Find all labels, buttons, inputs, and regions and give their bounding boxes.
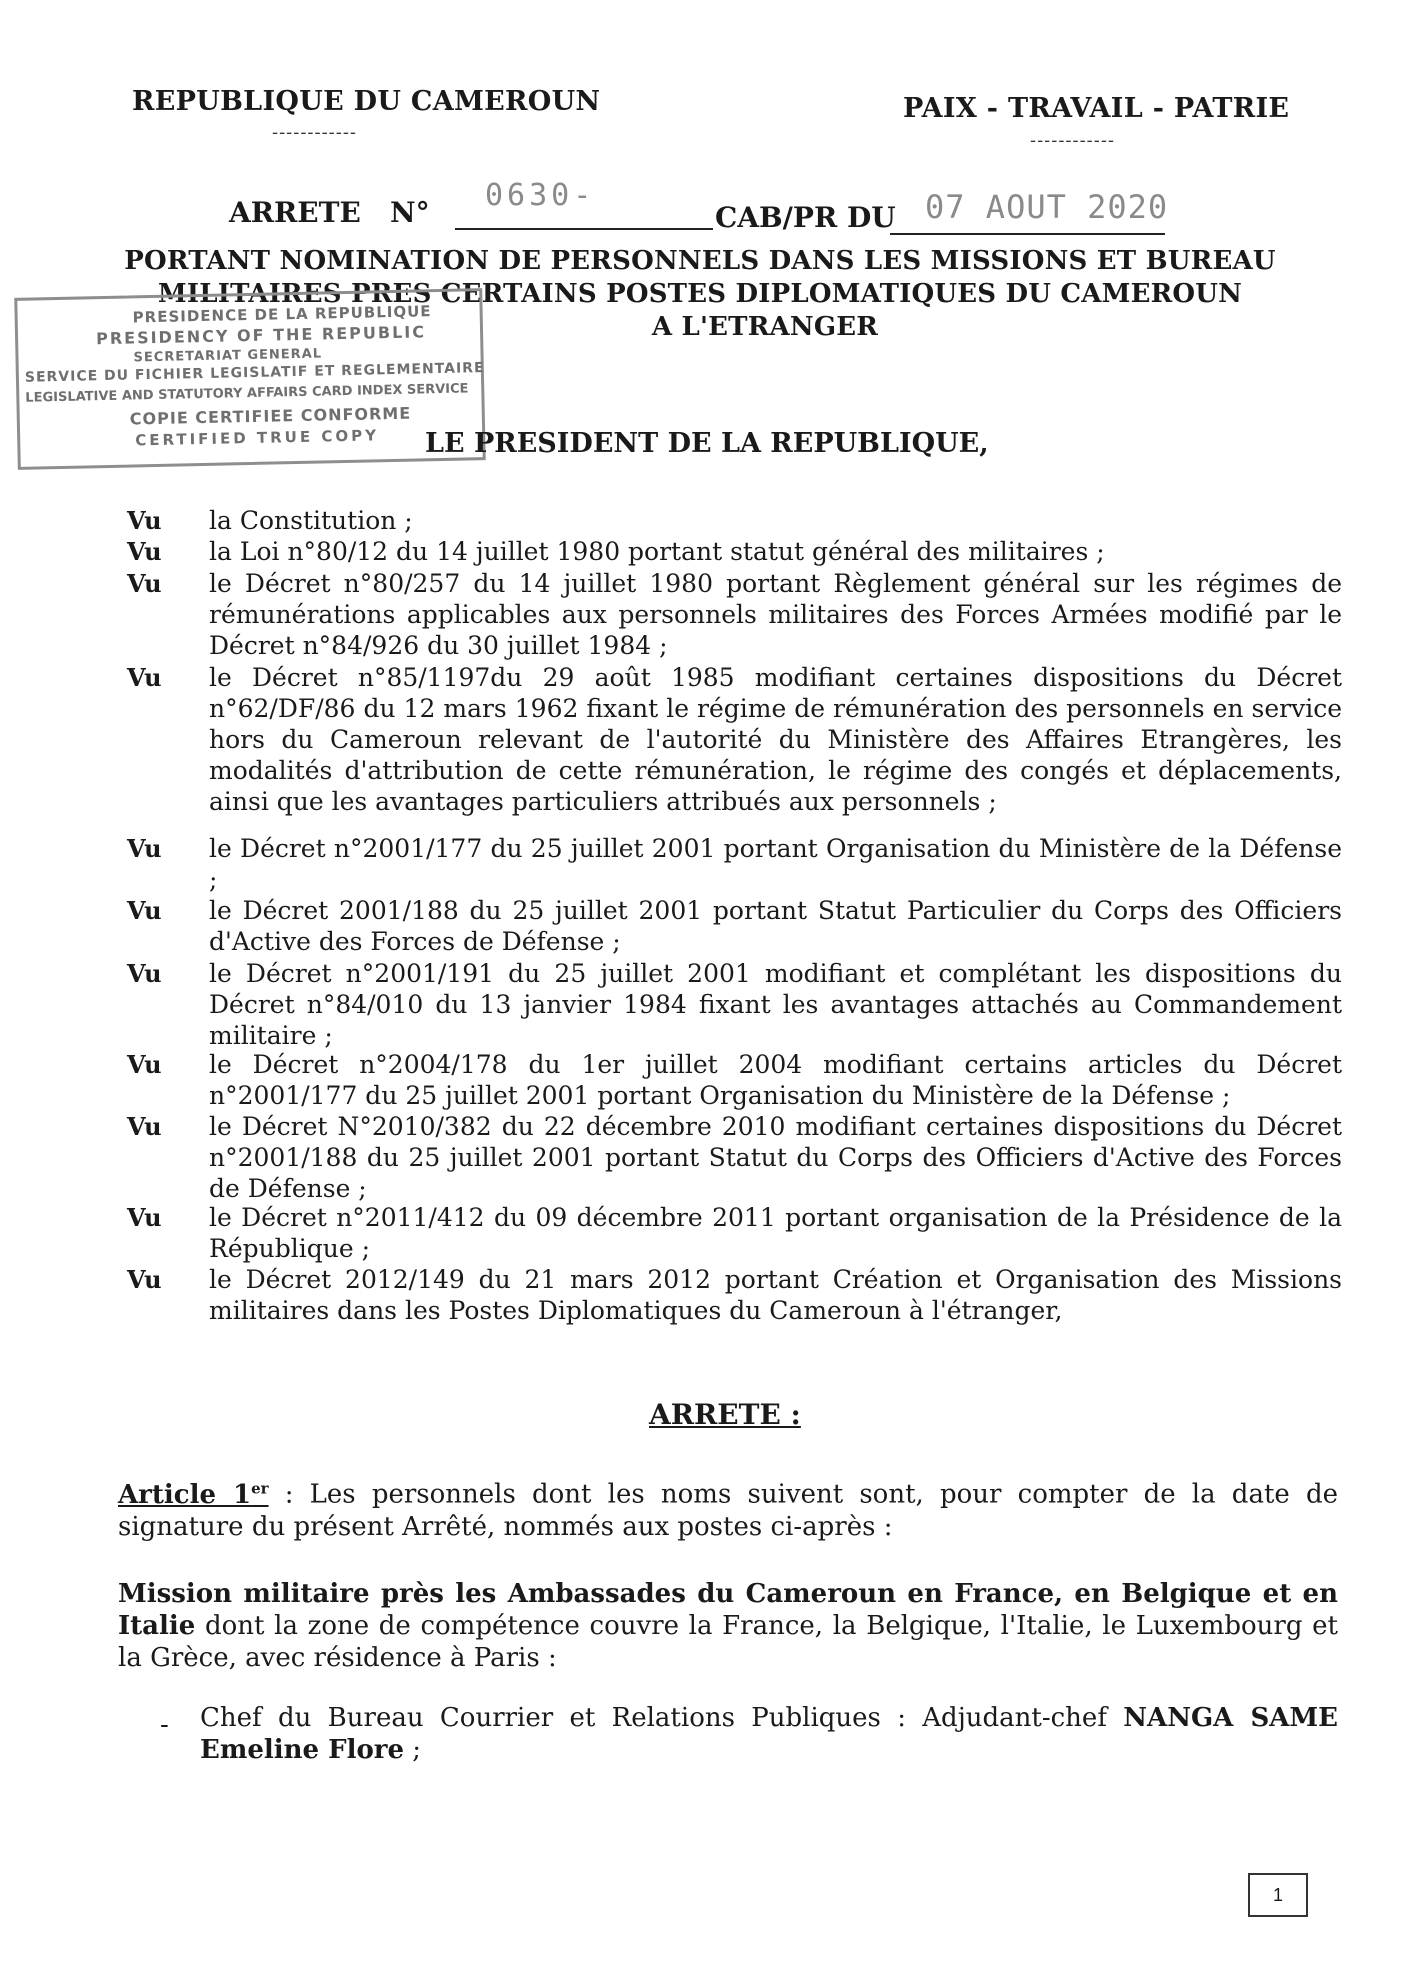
president-heading: LE PRESIDENT DE LA REPUBLIQUE, <box>425 428 989 459</box>
vu-label: Vu <box>127 569 162 598</box>
vu-text: le Décret 2012/149 du 21 mars 2012 portant Création et Organisation des Missions militaires dans les Postes Diplomatiques du Cameroun à l'étranger, <box>209 1265 1342 1325</box>
vu-label: Vu <box>127 506 162 535</box>
decree-number-prefix: N° <box>390 196 430 229</box>
stamp-line-2: PRESIDENCY OF THE REPUBLIC <box>95 322 427 349</box>
stamp-line-6: COPIE CERTIFIEE CONFORME <box>129 403 412 429</box>
decree-label <box>229 196 430 229</box>
vu-text: la Loi n°80/12 du 14 juillet 1980 portant statut général des militaires ; <box>209 537 1105 566</box>
decree-date-underline <box>890 233 1165 235</box>
vu-text: le Décret n°2004/178 du 1er juillet 2004 modifiant certains articles du Décret n°2001/177 du 25 juillet 2001 portant Organisation du Ministère de la Défense ; <box>209 1050 1342 1110</box>
vu-label: Vu <box>127 537 162 566</box>
article-1-sup: er <box>251 1479 269 1497</box>
decree-title-line-2: MILITAIRES PRES CERTAINS POSTES DIPLOMATIQUES DU CAMEROUN <box>157 279 1243 309</box>
vu-text: le Décret n°85/1197du 29 août 1985 modifiant certaines dispositions du Décret n°62/DF/86 du 12 mars 1962 fixant le régime de rémunération des personnels en service hors du Cameroun relevant de l'autorité du Ministère des Affaires Etrangères, les modalités d'attribution de cette rémunération, le régime des congés et déplacements, ainsi que les avantages particuliers attribués aux personnels ; <box>209 663 1342 816</box>
decree-arrete: ARRETE <box>229 196 361 229</box>
header-right: PAIX - TRAVAIL - PATRIE <box>903 93 1290 124</box>
appointment-text: Chef du Bureau Courrier et Relations Publiques : Adjudant-chef <box>200 1703 1124 1733</box>
mission-title: Mission militaire près les Ambassades du Cameroun en France, en Belgique et en Italie <box>118 1579 1338 1641</box>
vu-text: la Constitution ; <box>209 506 413 535</box>
appointment-end: ; <box>404 1735 422 1765</box>
header-left: REPUBLIQUE DU CAMEROUN <box>132 86 601 117</box>
header-left-separator: ------------ <box>272 122 357 143</box>
vu-label: Vu <box>127 1050 162 1079</box>
article-1-label-text: Article 1 <box>118 1479 252 1510</box>
certified-copy-stamp <box>14 288 485 470</box>
vu-text: le Décret N°2010/382 du 22 décembre 2010 modifiant certaines dispositions du Décret n°2001/188 du 25 juillet 2001 portant Statut du Corps des Officiers d'Active des Forces de Défense ; <box>209 1112 1342 1203</box>
vu-label: Vu <box>127 663 162 692</box>
vu-label: Vu <box>127 834 162 863</box>
mission-text: dont la zone de compétence couvre la France, la Belgique, l'Italie, le Luxembourg et la Grèce, avec résidence à Paris : <box>118 1611 1338 1673</box>
mission-paragraph <box>118 1578 1338 1674</box>
vu-label: Vu <box>127 896 162 925</box>
header-right-separator: ------------ <box>1030 130 1115 151</box>
stamp-line-4: SERVICE DU FICHIER LEGISLATIF ET REGLEMENTAIRE <box>24 360 485 386</box>
vu-label: Vu <box>127 1265 162 1294</box>
article-1-label <box>118 1480 269 1510</box>
vu-text: le Décret n°80/257 du 14 juillet 1980 portant Règlement général sur les régimes de rémunérations applicables aux personnels militaires des Forces Armées modifié par le Décret n°84/926 du 30 juillet 1984 ; <box>209 569 1342 660</box>
vu-text: le Décret n°2011/412 du 09 décembre 2011 portant organisation de la Présidence de la République ; <box>209 1203 1342 1263</box>
stamp-line-1: PRESIDENCE DE LA REPUBLIQUE <box>132 302 432 327</box>
article-1-text: : Les personnels dont les noms suivent sont, pour compter de la date de signature du présent Arrêté, nommés aux postes ci-après : <box>118 1479 1338 1542</box>
page-number: 1 <box>1248 1873 1308 1917</box>
appointment-name: NANGA SAME Emeline Flore <box>200 1703 1338 1765</box>
article-1 <box>118 1472 1338 1543</box>
decree-title-line-3: A L'ETRANGER <box>651 312 879 342</box>
appointment-item <box>200 1702 1338 1766</box>
stamp-line-7: CERTIFIED TRUE COPY <box>135 426 380 450</box>
appointment-bullet: - <box>160 1710 169 1740</box>
decree-number-underline <box>455 228 713 230</box>
vu-text: le Décret 2001/188 du 25 juillet 2001 portant Statut Particulier du Corps des Officiers d'Active des Forces de Défense ; <box>209 896 1342 956</box>
decree-date-stamp: 07 AOUT 2020 <box>925 188 1169 226</box>
stamp-line-5: LEGISLATIVE AND STATUTORY AFFAIRS CARD INDEX SERVICE <box>25 381 469 406</box>
vu-text: le Décret n°2001/191 du 25 juillet 2001 modifiant et complétant les dispositions du Décret n°84/010 du 13 janvier 1984 fixant les avantages attachés au Commandement militaire ; <box>209 959 1342 1050</box>
vu-text: le Décret n°2001/177 du 25 juillet 2001 portant Organisation du Ministère de la Défense ; <box>209 834 1342 894</box>
vu-label: Vu <box>127 959 162 988</box>
decree-cab: CAB/PR DU <box>715 201 896 234</box>
decree-number-stamp: 0630- <box>485 178 596 213</box>
arrete-heading: ARRETE : <box>649 1398 801 1431</box>
stamp-line-3: SECRETARIAT GENERAL <box>133 346 323 366</box>
vu-label: Vu <box>127 1112 162 1141</box>
decree-title-line-1: PORTANT NOMINATION DE PERSONNELS DANS LES MISSIONS ET BUREAU <box>124 246 1276 276</box>
vu-label: Vu <box>127 1203 162 1232</box>
